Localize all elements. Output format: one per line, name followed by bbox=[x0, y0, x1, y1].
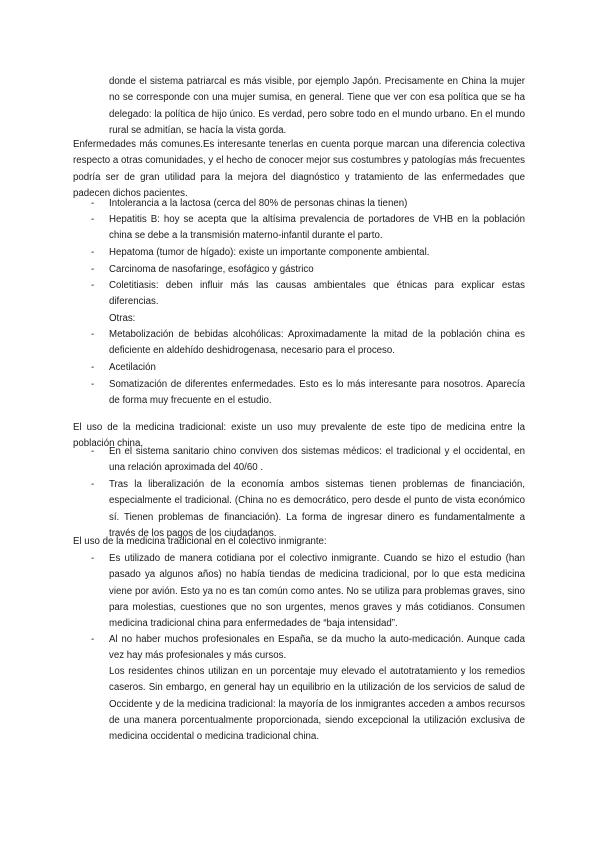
disease-item-hepatoma: Hepatoma (tumor de hígado): existe un importante componente ambiental. bbox=[109, 247, 430, 258]
bullet-dash: - bbox=[91, 214, 95, 225]
other-item-acetylation: Acetilación bbox=[109, 362, 156, 373]
bullet-dash: - bbox=[91, 553, 95, 564]
bullet-dash: - bbox=[91, 446, 95, 457]
bullet-dash: - bbox=[91, 379, 95, 390]
other-item-somatization: Somatización de diferentes enfermedades. Esto es lo más interesante para nosotros. Aparecía de forma muy frecuente en el estudio. bbox=[109, 379, 525, 407]
disease-item-carcinoma: Carcinoma de nasofaringe, esofágico y gástrico bbox=[109, 264, 314, 275]
disease-item-hepatitis-b: Hepatitis B: hoy se acepta que la altísima prevalencia de portadores de VHB en la población china se debe a la transmisión materno-infantil durante el parto. bbox=[109, 214, 525, 242]
bullet-dash: - bbox=[91, 198, 95, 209]
others-label: Otras: bbox=[109, 313, 136, 324]
bullet-dash: - bbox=[91, 329, 95, 340]
bullet-dash: - bbox=[91, 280, 95, 291]
bullet-dash: - bbox=[91, 634, 95, 645]
immigrant-item-self-medication: Al no haber muchos profesionales en España, se da mucho la auto-medicación. Aunque cada vez hay más profesionales y más cursos. bbox=[109, 634, 525, 662]
traditional-item-financing: Tras la liberalización de la economía ambos sistemas tienen problemas de financiación, especialmente el tradicional. (China no es democrático, pero desde el punto de vista económico sí. Tienen problemas de financiación). La forma de ingresar dinero es fundamentalmente a través de los pagos de los ciudadanos. bbox=[109, 479, 525, 539]
diseases-intro: Enfermedades más comunes.Es interesante tenerlas en cuenta porque marcan una diferencia colectiva respecto a otras comunidades, y el hecho de conocer mejor sus costumbres y patologías más frecuentes podría ser de gran utilidad para la mejora del diagnóstico y tratamiento de las enfermedades que padecen dichos pacientes. bbox=[73, 139, 525, 199]
intro-continuation: donde el sistema patriarcal es más visible, por ejemplo Japón. Precisamente en China la mujer no se corresponde con una mujer sumisa, en general. Tiene que ver con esa política que se ha delegado: la política de hijo único. Es verdad, pero sobre todo en el mundo urbano. En el mundo rural se admitían, se hacía la vista gorda. bbox=[109, 76, 525, 136]
bullet-dash: - bbox=[91, 247, 95, 258]
traditional-item-two-systems: En el sistema sanitario chino conviven dos sistemas médicos: el tradicional y el occidental, en una relación aproximada del 40/60 . bbox=[109, 446, 525, 474]
other-item-alcohol: Metabolización de bebidas alcohólicas: Aproximadamente la mitad de la población china es deficiente en aldehído deshidrogenasa, necesario para el proceso. bbox=[109, 329, 525, 357]
immigrant-closing: Los residentes chinos utilizan en un porcentaje muy elevado el autotratamiento y los remedios caseros. Sin embargo, en general hay un equilibrio en la utilización de los servicios de salud de Occidente y de la medicina tradicional: la mayoría de los inmigrantes acceden a ambos recursos de una manera porcentualmente proporcionada, siendo excepcional la utilización exclusiva de medicina occidental o medicina tradicional china. bbox=[109, 666, 525, 743]
disease-item-lactose: Intolerancia a la lactosa (cerca del 80% de personas chinas la tienen) bbox=[109, 198, 408, 209]
bullet-dash: - bbox=[91, 362, 95, 373]
immigrant-heading: El uso de la medicina tradicional en el colectivo inmigrante: bbox=[73, 536, 327, 547]
bullet-dash: - bbox=[91, 264, 95, 275]
traditional-intro: El uso de la medicina tradicional: existe un uso muy prevalente de este tipo de medicina entre la población china. bbox=[73, 422, 525, 450]
bullet-dash: - bbox=[91, 479, 95, 490]
disease-item-coletitiasis: Coletitiasis: deben influir más las causas ambientales que étnicas para explicar estas diferencias. bbox=[109, 280, 525, 308]
immigrant-item-daily-use: Es utilizado de manera cotidiana por el colectivo inmigrante. Cuando se hizo el estudio (han pasado ya algunos años) no había tiendas de medicina tradicional, por lo que esta medicina viene por avión. Esto ya no es tan común como antes. No se utiliza para problemas graves, sino para molestias, cuestiones que no son urgentes, menos graves y más cotidianos. Consumen medicina tradicional china para enfermedades de “baja intensidad”. bbox=[109, 553, 525, 630]
